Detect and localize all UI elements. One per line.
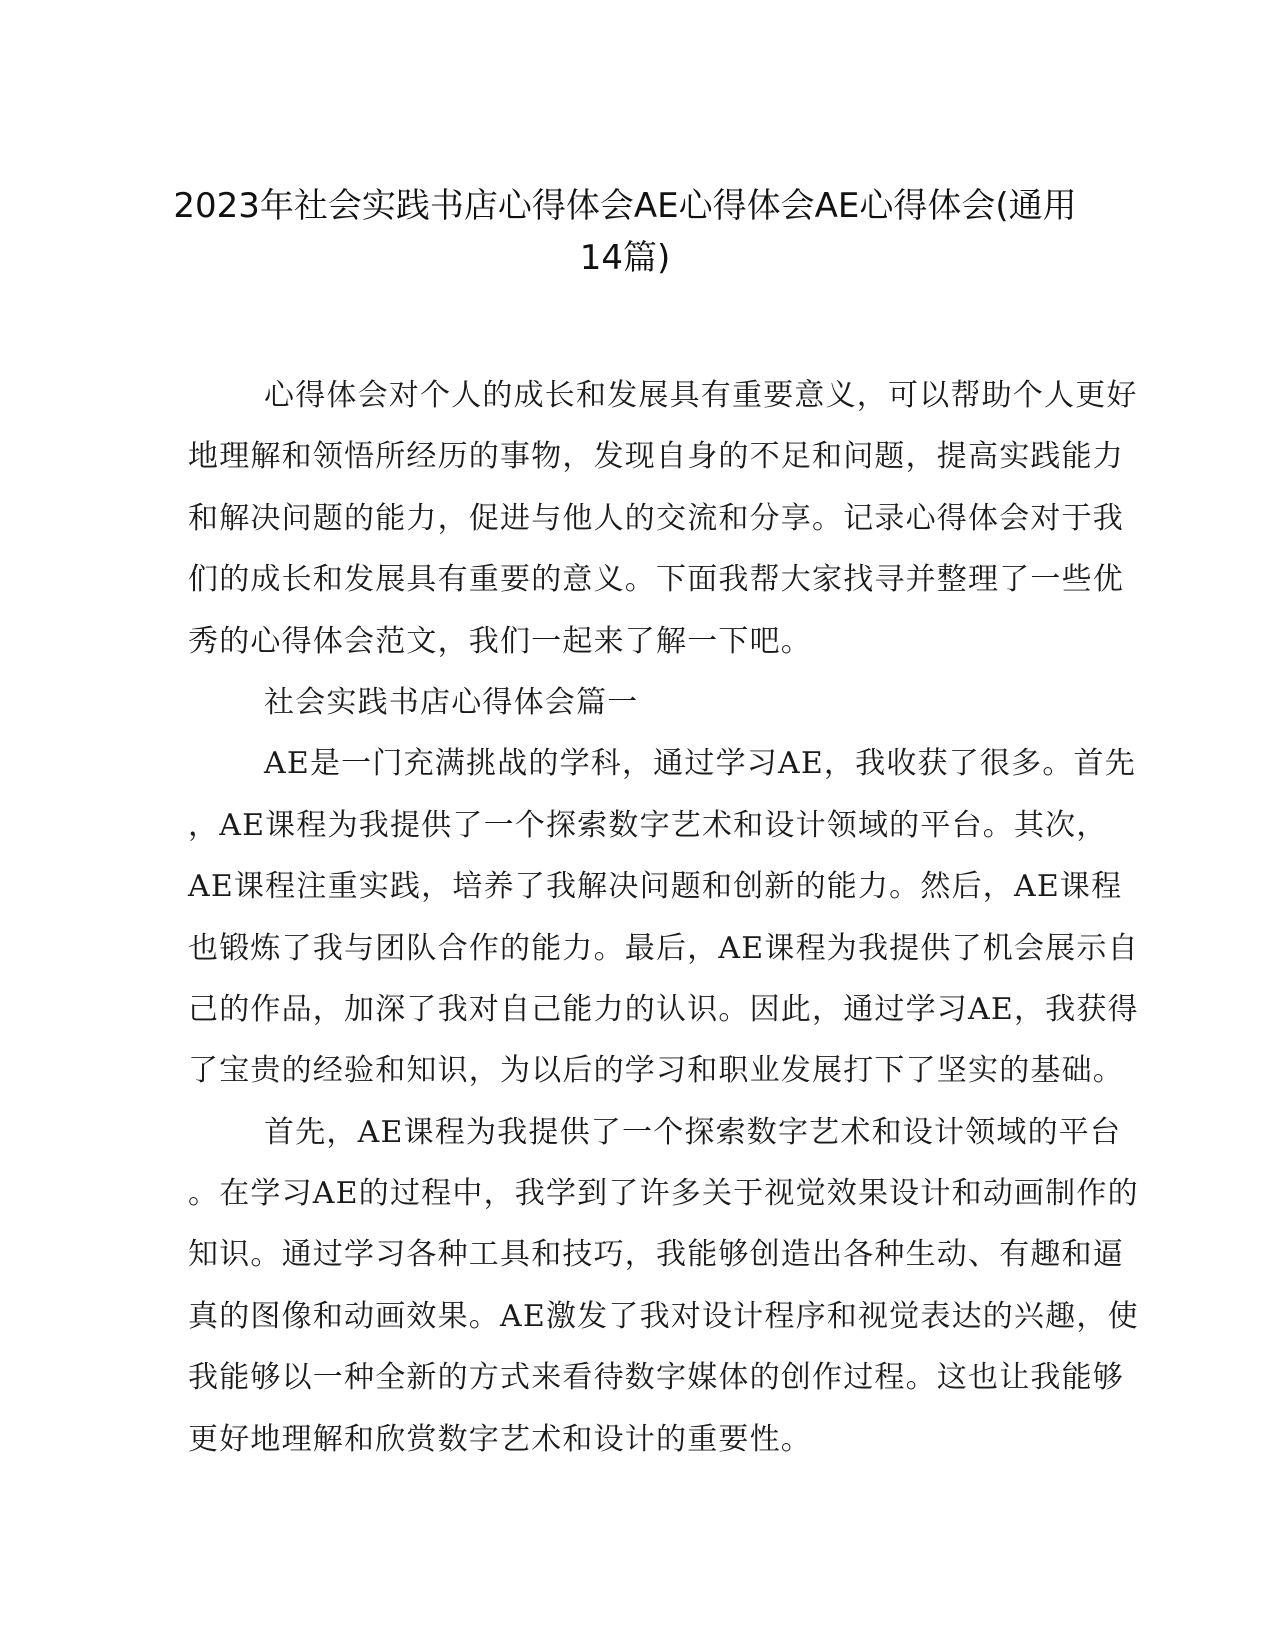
text-line: 首先，AE课程为我提供了一个探索数字艺术和设计领域的平台 (264, 1114, 1122, 1150)
document-body (188, 365, 1139, 1470)
text-line: 们的成长和发展具有重要的意义。下面我帮大家找寻并整理了一些优 (188, 562, 1124, 598)
text-line: 知识。通过学习各种工具和技巧，我能够创造出各种生动、有趣和逼 (188, 1237, 1124, 1273)
text-line: 也锻炼了我与团队合作的能力。最后，AE课程为我提供了机会展示自 (188, 930, 1139, 966)
text-line: 地理解和领悟所经历的事物，发现自身的不足和问题，提高实践能力 (188, 439, 1124, 475)
text-line: 。在学习AE的过程中，我学到了许多关于视觉效果设计和动画制作的 (188, 1176, 1139, 1212)
text-line: 了宝贵的经验和知识，为以后的学习和职业发展打下了坚实的基础。 (188, 1053, 1124, 1089)
text-line: 和解决问题的能力，促进与他人的交流和分享。记录心得体会对于我 (188, 500, 1124, 536)
text-line: 更好地理解和欣赏数字艺术和设计的重要性。 (188, 1421, 812, 1457)
text-line: 真的图像和动画效果。AE激发了我对设计程序和视觉表达的兴趣，使 (188, 1298, 1139, 1334)
text-line: 社会实践书店心得体会篇一 (264, 684, 639, 720)
text-line: 秀的心得体会范文，我们一起来了解一下吧。 (188, 623, 812, 659)
title-line-2: 14篇) (579, 238, 671, 278)
text-line: AE课程注重实践，培养了我解决问题和创新的能力。然后，AE课程 (188, 869, 1123, 905)
text-line: 我能够以一种全新的方式来看待数字媒体的创作过程。这也让我能够 (188, 1360, 1124, 1396)
text-line: 心得体会对个人的成长和发展具有重要意义，可以帮助个人更好 (264, 378, 1138, 413)
document-title (160, 180, 1090, 284)
text-line: 己的作品，加深了我对自己能力的认识。因此，通过学习AE，我获得 (188, 991, 1139, 1027)
title-line-1: 2023年社会实践书店心得体会AE心得体会AE心得体会(通用 (173, 186, 1077, 226)
text-line: ，AE课程为我提供了一个探索数字艺术和设计领域的平台。其次， (188, 807, 1108, 843)
text-line: AE是一门充满挑战的学科，通过学习AE，我收获了很多。首先 (264, 746, 1136, 782)
